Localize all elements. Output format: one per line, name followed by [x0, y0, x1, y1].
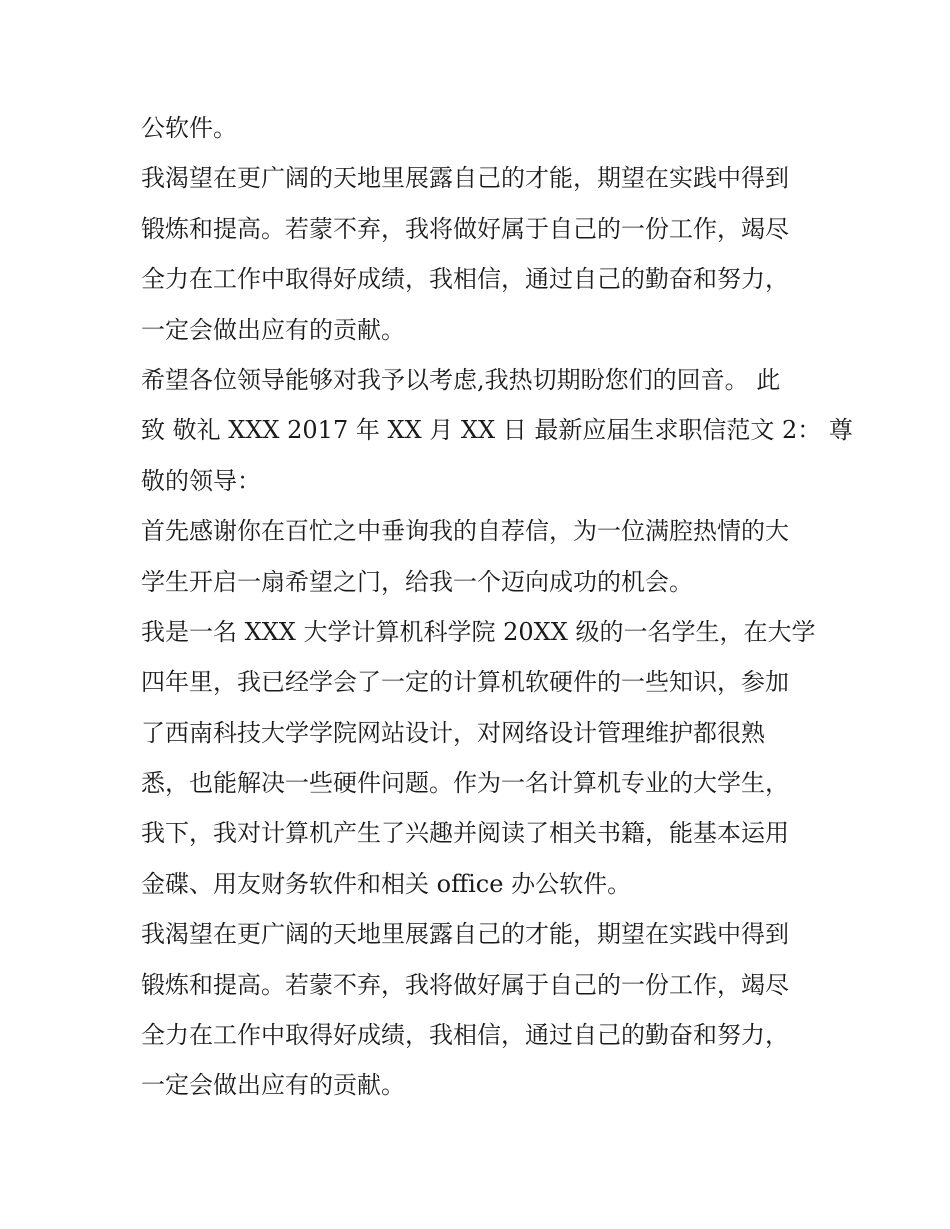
text-line: 我渴望在更广阔的天地里展露自己的才能，期望在实践中得到	[141, 920, 789, 949]
text-line: 一定会做出应有的贡献。	[141, 1071, 405, 1100]
text-line: 锻炼和提高。若蒙不弃，我将做好属于自己的一份工作，竭尽	[141, 970, 789, 999]
text-line: 我是一名 XXX 大学计算机科学院 20XX 级的一名学生，在大学	[141, 617, 816, 646]
text-line: 一定会做出应有的贡献。	[141, 315, 405, 344]
text-line: 致 敬礼 XXX 2017 年 XX 月 XX 日 最新应届生求职信范文 2： 尊	[141, 416, 853, 445]
text-line: 悉，也能解决一些硬件问题。作为一名计算机专业的大学生，	[141, 769, 789, 798]
paragraph-6	[141, 909, 813, 1111]
paragraph-1	[141, 103, 813, 153]
text-line: 四年里，我已经学会了一定的计算机软硬件的一些知识，参加	[141, 668, 789, 697]
text-line: 锻炼和提高。若蒙不弃，我将做好属于自己的一份工作，竭尽	[141, 214, 789, 243]
text-line: 了西南科技大学学院网站设计，对网络设计管理维护都很熟	[141, 718, 765, 747]
text-line: 首先感谢你在百忙之中垂询我的自荐信，为一位满腔热情的大	[141, 517, 789, 546]
paragraph-3	[141, 355, 853, 506]
paragraph-4	[141, 506, 813, 607]
text-line: 学生开启一扇希望之门，给我一个迈向成功的机会。	[141, 567, 693, 596]
paragraph-2	[141, 153, 813, 355]
document-body	[141, 103, 853, 1111]
text-line: 全力在工作中取得好成绩，我相信，通过自己的勤奋和努力，	[141, 265, 789, 294]
text-line: 全力在工作中取得好成绩，我相信，通过自己的勤奋和努力，	[141, 1021, 789, 1050]
text-line: 希望各位领导能够对我予以考虑,我热切期盼您们的回音。 此	[141, 365, 781, 394]
text-line: 公软件。	[141, 114, 237, 142]
text-line: 敬的领导：	[141, 466, 261, 495]
paragraph-5	[141, 607, 816, 909]
text-line: 金碟、用友财务软件和相关 office 办公软件。	[141, 869, 632, 898]
text-line: 我下，我对计算机产生了兴趣并阅读了相关书籍，能基本运用	[141, 819, 789, 848]
text-line: 我渴望在更广阔的天地里展露自己的才能，期望在实践中得到	[141, 164, 789, 193]
